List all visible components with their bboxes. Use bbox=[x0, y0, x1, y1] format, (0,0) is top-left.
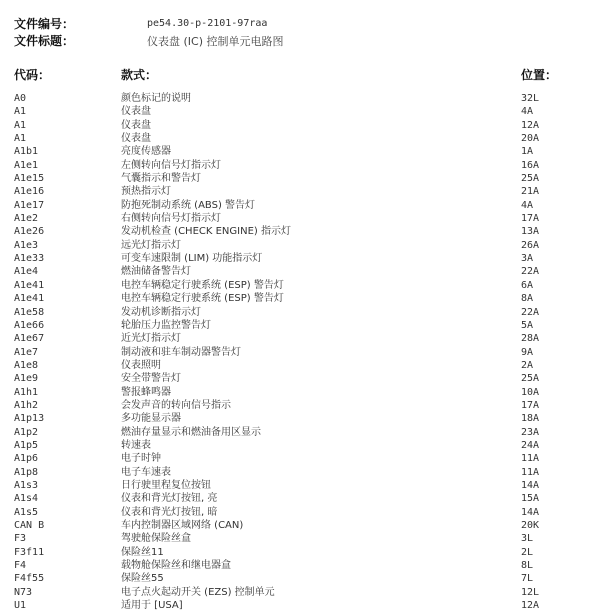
table-row bbox=[0, 185, 606, 198]
cell-desc: 电子车速表 bbox=[121, 466, 171, 478]
cell-pos: 23A bbox=[521, 426, 540, 438]
cell-code: A1b1 bbox=[14, 146, 39, 158]
table-row bbox=[0, 386, 606, 399]
cell-pos: 4A bbox=[521, 199, 534, 211]
cell-pos: 13A bbox=[521, 226, 540, 238]
table-row bbox=[0, 439, 606, 452]
cell-desc: 警报蜂鸣器 bbox=[121, 386, 171, 398]
cell-pos: 28A bbox=[521, 333, 540, 345]
cell-pos: 1A bbox=[521, 146, 534, 158]
cell-pos: 14A bbox=[521, 479, 540, 491]
cell-pos: 25A bbox=[521, 373, 540, 385]
cell-desc: 气囊指示和警告灯 bbox=[121, 173, 201, 185]
cell-desc: 远光灯指示灯 bbox=[121, 239, 181, 251]
column-header-code: 代码： bbox=[14, 68, 51, 82]
cell-code: A1 bbox=[14, 119, 27, 131]
cell-pos: 26A bbox=[521, 239, 540, 251]
cell-code: A1e26 bbox=[14, 226, 45, 238]
table-row bbox=[0, 412, 606, 425]
cell-pos: 25A bbox=[521, 173, 540, 185]
cell-code: A1e4 bbox=[14, 266, 39, 278]
cell-pos: 22A bbox=[521, 266, 540, 278]
cell-code: A1e16 bbox=[14, 186, 45, 198]
cell-pos: 10A bbox=[521, 386, 540, 398]
cell-code: A1 bbox=[14, 133, 27, 145]
cell-pos: 6A bbox=[521, 279, 534, 291]
cell-desc: 左侧转向信号灯指示灯 bbox=[121, 159, 221, 171]
cell-desc: 电子点火起动开关 (EZS) 控制单元 bbox=[121, 586, 275, 598]
cell-desc: 驾驶舱保险丝盒 bbox=[121, 533, 191, 545]
cell-code: A1 bbox=[14, 106, 27, 118]
cell-desc: 发动机检查 (CHECK ENGINE) 指示灯 bbox=[121, 226, 291, 238]
table-row bbox=[0, 399, 606, 412]
cell-code: A1p13 bbox=[14, 413, 45, 425]
cell-code: A1e9 bbox=[14, 373, 39, 385]
table-row bbox=[0, 546, 606, 559]
cell-desc: 发动机诊断指示灯 bbox=[121, 306, 201, 318]
table-row bbox=[0, 426, 606, 439]
cell-desc: 仪表盘 bbox=[121, 106, 151, 118]
cell-desc: 预热指示灯 bbox=[121, 186, 171, 198]
cell-code: CAN B bbox=[14, 520, 45, 531]
table-row bbox=[0, 466, 606, 479]
cell-pos: 7L bbox=[521, 573, 534, 585]
table-row bbox=[0, 599, 606, 612]
table-header bbox=[0, 66, 606, 82]
cell-desc: 可变车速限制 (LIM) 功能指示灯 bbox=[121, 253, 263, 265]
table-row bbox=[0, 105, 606, 118]
document-title-value: 仪表盘 (IC) 控制单元电路图 bbox=[147, 34, 284, 48]
table-row bbox=[0, 519, 606, 532]
column-header-pos: 位置： bbox=[521, 68, 558, 82]
cell-pos: 2A bbox=[521, 359, 534, 371]
cell-pos: 22A bbox=[521, 306, 540, 318]
cell-desc: 制动液和驻车制动器警告灯 bbox=[121, 346, 241, 358]
table-row bbox=[0, 586, 606, 599]
table-row bbox=[0, 239, 606, 252]
cell-desc: 适用于 [USA] bbox=[121, 600, 183, 612]
table-row bbox=[0, 279, 606, 292]
cell-desc: 近光灯指示灯 bbox=[121, 333, 181, 345]
cell-desc: 保险丝11 bbox=[121, 546, 164, 558]
table-row bbox=[0, 225, 606, 238]
document-number-row bbox=[14, 15, 284, 32]
table-row bbox=[0, 265, 606, 278]
table-row bbox=[0, 252, 606, 265]
cell-desc: 多功能显示器 bbox=[121, 413, 181, 425]
cell-pos: 5A bbox=[521, 319, 534, 331]
table-row bbox=[0, 559, 606, 572]
cell-desc: 燃油存量显示和燃油备用区显示 bbox=[121, 426, 261, 438]
cell-desc: 转速表 bbox=[121, 439, 151, 451]
cell-code: A1s4 bbox=[14, 493, 39, 505]
cell-pos: 12L bbox=[521, 586, 540, 598]
table-body bbox=[0, 92, 606, 612]
table-row bbox=[0, 492, 606, 505]
cell-pos: 15A bbox=[521, 493, 540, 505]
cell-pos: 11A bbox=[521, 466, 540, 478]
cell-code: A1p2 bbox=[14, 426, 39, 438]
cell-pos: 17A bbox=[521, 399, 540, 411]
table-row bbox=[0, 119, 606, 132]
cell-code: A1e67 bbox=[14, 333, 45, 345]
table-row bbox=[0, 159, 606, 172]
cell-pos: 8L bbox=[521, 560, 534, 572]
cell-desc: 防抱死制动系统 (ABS) 警告灯 bbox=[121, 199, 256, 211]
cell-code: A1e17 bbox=[14, 199, 45, 211]
table-row bbox=[0, 372, 606, 385]
cell-code: U1 bbox=[14, 600, 27, 612]
cell-desc: 车内控制器区域网络 (CAN) bbox=[121, 520, 244, 531]
cell-pos: 4A bbox=[521, 106, 534, 118]
cell-code: A1p5 bbox=[14, 439, 39, 451]
document-title-label: 文件标题： bbox=[14, 34, 75, 48]
cell-desc: 仪表盘 bbox=[121, 119, 151, 131]
cell-pos: 8A bbox=[521, 293, 534, 305]
cell-desc: 电控车辆稳定行驶系统 (ESP) 警告灯 bbox=[121, 293, 284, 305]
document-number-label: 文件编号： bbox=[14, 17, 75, 31]
cell-pos: 3L bbox=[521, 533, 534, 545]
cell-code: A1s3 bbox=[14, 479, 39, 491]
table-row bbox=[0, 532, 606, 545]
cell-pos: 9A bbox=[521, 346, 534, 358]
table-row bbox=[0, 346, 606, 359]
document-title-row bbox=[14, 32, 284, 49]
cell-desc: 保险丝55 bbox=[121, 573, 164, 585]
table-row bbox=[0, 319, 606, 332]
cell-code: F4f55 bbox=[14, 573, 45, 585]
document-meta bbox=[14, 15, 284, 49]
table-row bbox=[0, 292, 606, 305]
cell-pos: 18A bbox=[521, 413, 540, 425]
cell-code: A1e15 bbox=[14, 173, 45, 185]
cell-pos: 32L bbox=[521, 93, 540, 104]
cell-code: A1p6 bbox=[14, 453, 39, 465]
cell-code: A1e2 bbox=[14, 213, 39, 225]
cell-code: F3f11 bbox=[14, 546, 45, 558]
cell-code: A1e8 bbox=[14, 359, 39, 371]
cell-desc: 仪表和背光灯按钮, 亮 bbox=[121, 493, 218, 505]
cell-pos: 11A bbox=[521, 453, 540, 465]
table-row bbox=[0, 359, 606, 372]
cell-pos: 20A bbox=[521, 133, 540, 145]
cell-code: F4 bbox=[14, 560, 27, 572]
cell-desc: 轮胎压力监控警告灯 bbox=[121, 319, 211, 331]
cell-code: A1e41 bbox=[14, 293, 45, 305]
cell-code: A1p8 bbox=[14, 466, 39, 478]
cell-code: A0 bbox=[14, 93, 27, 104]
cell-desc: 会发声音的转向信号指示 bbox=[121, 399, 231, 411]
column-header-desc: 款式： bbox=[121, 68, 158, 82]
cell-desc: 载物舱保险丝和继电器盒 bbox=[121, 560, 231, 572]
cell-code: F3 bbox=[14, 533, 27, 545]
table-row bbox=[0, 212, 606, 225]
cell-code: A1h1 bbox=[14, 386, 39, 398]
cell-code: A1e58 bbox=[14, 306, 45, 318]
table-row bbox=[0, 306, 606, 319]
cell-pos: 12A bbox=[521, 119, 540, 131]
cell-code: A1e3 bbox=[14, 239, 39, 251]
cell-code: A1h2 bbox=[14, 399, 39, 411]
cell-desc: 仪表照明 bbox=[121, 359, 161, 371]
cell-code: A1e33 bbox=[14, 253, 45, 265]
cell-desc: 电子时钟 bbox=[121, 453, 161, 465]
cell-pos: 24A bbox=[521, 439, 540, 451]
table-row bbox=[0, 506, 606, 519]
cell-pos: 16A bbox=[521, 159, 540, 171]
table-row bbox=[0, 199, 606, 212]
table-row bbox=[0, 452, 606, 465]
cell-desc: 电控车辆稳定行驶系统 (ESP) 警告灯 bbox=[121, 279, 284, 291]
cell-desc: 颜色标记的说明 bbox=[121, 93, 191, 104]
cell-code: N73 bbox=[14, 586, 33, 598]
table-row bbox=[0, 332, 606, 345]
cell-code: A1e7 bbox=[14, 346, 39, 358]
cell-pos: 14A bbox=[521, 506, 540, 518]
table-row bbox=[0, 92, 606, 105]
cell-desc: 仪表盘 bbox=[121, 133, 151, 145]
cell-desc: 安全带警告灯 bbox=[121, 373, 181, 385]
table-row bbox=[0, 172, 606, 185]
cell-desc: 日行驶里程复位按钮 bbox=[121, 479, 211, 491]
cell-pos: 3A bbox=[521, 253, 534, 265]
cell-pos: 17A bbox=[521, 213, 540, 225]
cell-pos: 2L bbox=[521, 546, 534, 558]
table-row bbox=[0, 479, 606, 492]
cell-pos: 21A bbox=[521, 186, 540, 198]
cell-code: A1s5 bbox=[14, 506, 39, 518]
document-number-value: pe54.30-p-2101-97raa bbox=[147, 18, 268, 29]
cell-code: A1e66 bbox=[14, 319, 45, 331]
cell-desc: 亮度传感器 bbox=[121, 146, 171, 158]
cell-desc: 燃油储备警告灯 bbox=[121, 266, 191, 278]
cell-desc: 仪表和背光灯按钮, 暗 bbox=[121, 506, 218, 518]
cell-pos: 20K bbox=[521, 520, 540, 531]
table-row bbox=[0, 145, 606, 158]
cell-desc: 右侧转向信号灯指示灯 bbox=[121, 213, 221, 225]
cell-pos: 12A bbox=[521, 600, 540, 612]
cell-code: A1e41 bbox=[14, 279, 45, 291]
cell-code: A1e1 bbox=[14, 159, 39, 171]
table-row bbox=[0, 572, 606, 585]
table-row bbox=[0, 132, 606, 145]
